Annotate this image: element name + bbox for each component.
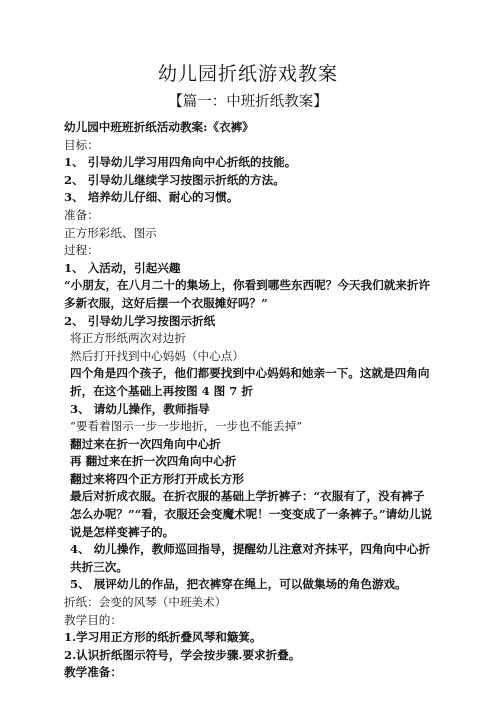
document-line: “要看着图示一步一步地折，一步也不能丢掉” [70, 419, 303, 434]
document-line: 教学目的： [64, 612, 122, 627]
document-line: 2.认识折纸图示符号，学会按步骤.要求折叠。 [64, 647, 301, 662]
document-line: 幼儿园中班班折纸活动教案:《衣裤》 [64, 120, 254, 134]
document-line: 教学准备： [64, 665, 122, 680]
document-line: 3、 培养幼儿仔细、耐心的习惯。 [64, 190, 239, 205]
document-line: “小朋友，在八月二十的集场上，你看到哪些东西呢？今天我们就来折许多新衣服，这好后摆一个衣服摊好吗？” [64, 278, 431, 310]
document-line: 过程： [64, 243, 99, 258]
document-line: 目标： [64, 137, 99, 152]
page-title: 幼儿园折纸游戏教案 [157, 63, 338, 85]
document-line: 准备： [64, 207, 99, 222]
document-line: 折纸：会变的风琴（中班美术） [64, 595, 227, 610]
document-line: 1、 引导幼儿学习用四角向中心折纸的技能。 [64, 155, 297, 170]
document-line: 最后对折成衣服。在折衣服的基础上学折裤子：“衣服有了，没有裤子怎么办呢？”“看，衣服还会变魔术呢！一变变成了一条裤子。”请幼儿说说是怎样变裤子的。 [70, 489, 433, 539]
document-line: 翻过来在折一次四角向中心折 [70, 436, 221, 451]
document-line: 将正方形纸两次对边折 [70, 331, 186, 346]
document-line: 4、 幼儿操作，教师巡回指导，提醒幼儿注意对齐抹平，四角向中心折共折三次。 [70, 542, 430, 574]
document-line: 1.学习用正方形的纸折叠风琴和簸箕。 [64, 630, 262, 645]
page-subtitle: 【篇一：中班折纸教案】 [168, 94, 328, 110]
document-line: 3、 请幼儿操作，教师指导 [70, 401, 210, 416]
document-line: 1、 入活动，引起兴趣 [64, 260, 181, 275]
document-line: 再 翻过来在折一次四角向中心折 [70, 454, 237, 469]
document-body [64, 119, 436, 682]
document-line: 翻过来将四个正方形打开成长方形 [70, 471, 244, 486]
document-line: 然后打开找到中心妈妈（中心点） [70, 348, 244, 363]
document-line: 2、 引导幼儿继续学习按图示折纸的方法。 [64, 172, 285, 187]
document-line: 2、 引导幼儿学习按图示折纸 [64, 313, 216, 328]
document-line: 正方形彩纸、图示 [64, 225, 157, 240]
document-line: 5、 展评幼儿的作品，把衣裤穿在绳上，可以做集场的角色游戏。 [70, 577, 407, 592]
document-line: 四个角是四个孩子，他们都要找到中心妈妈和她亲一下。这就是四角向折，在这个基础上再按图 4 图 7 折 [70, 366, 430, 398]
